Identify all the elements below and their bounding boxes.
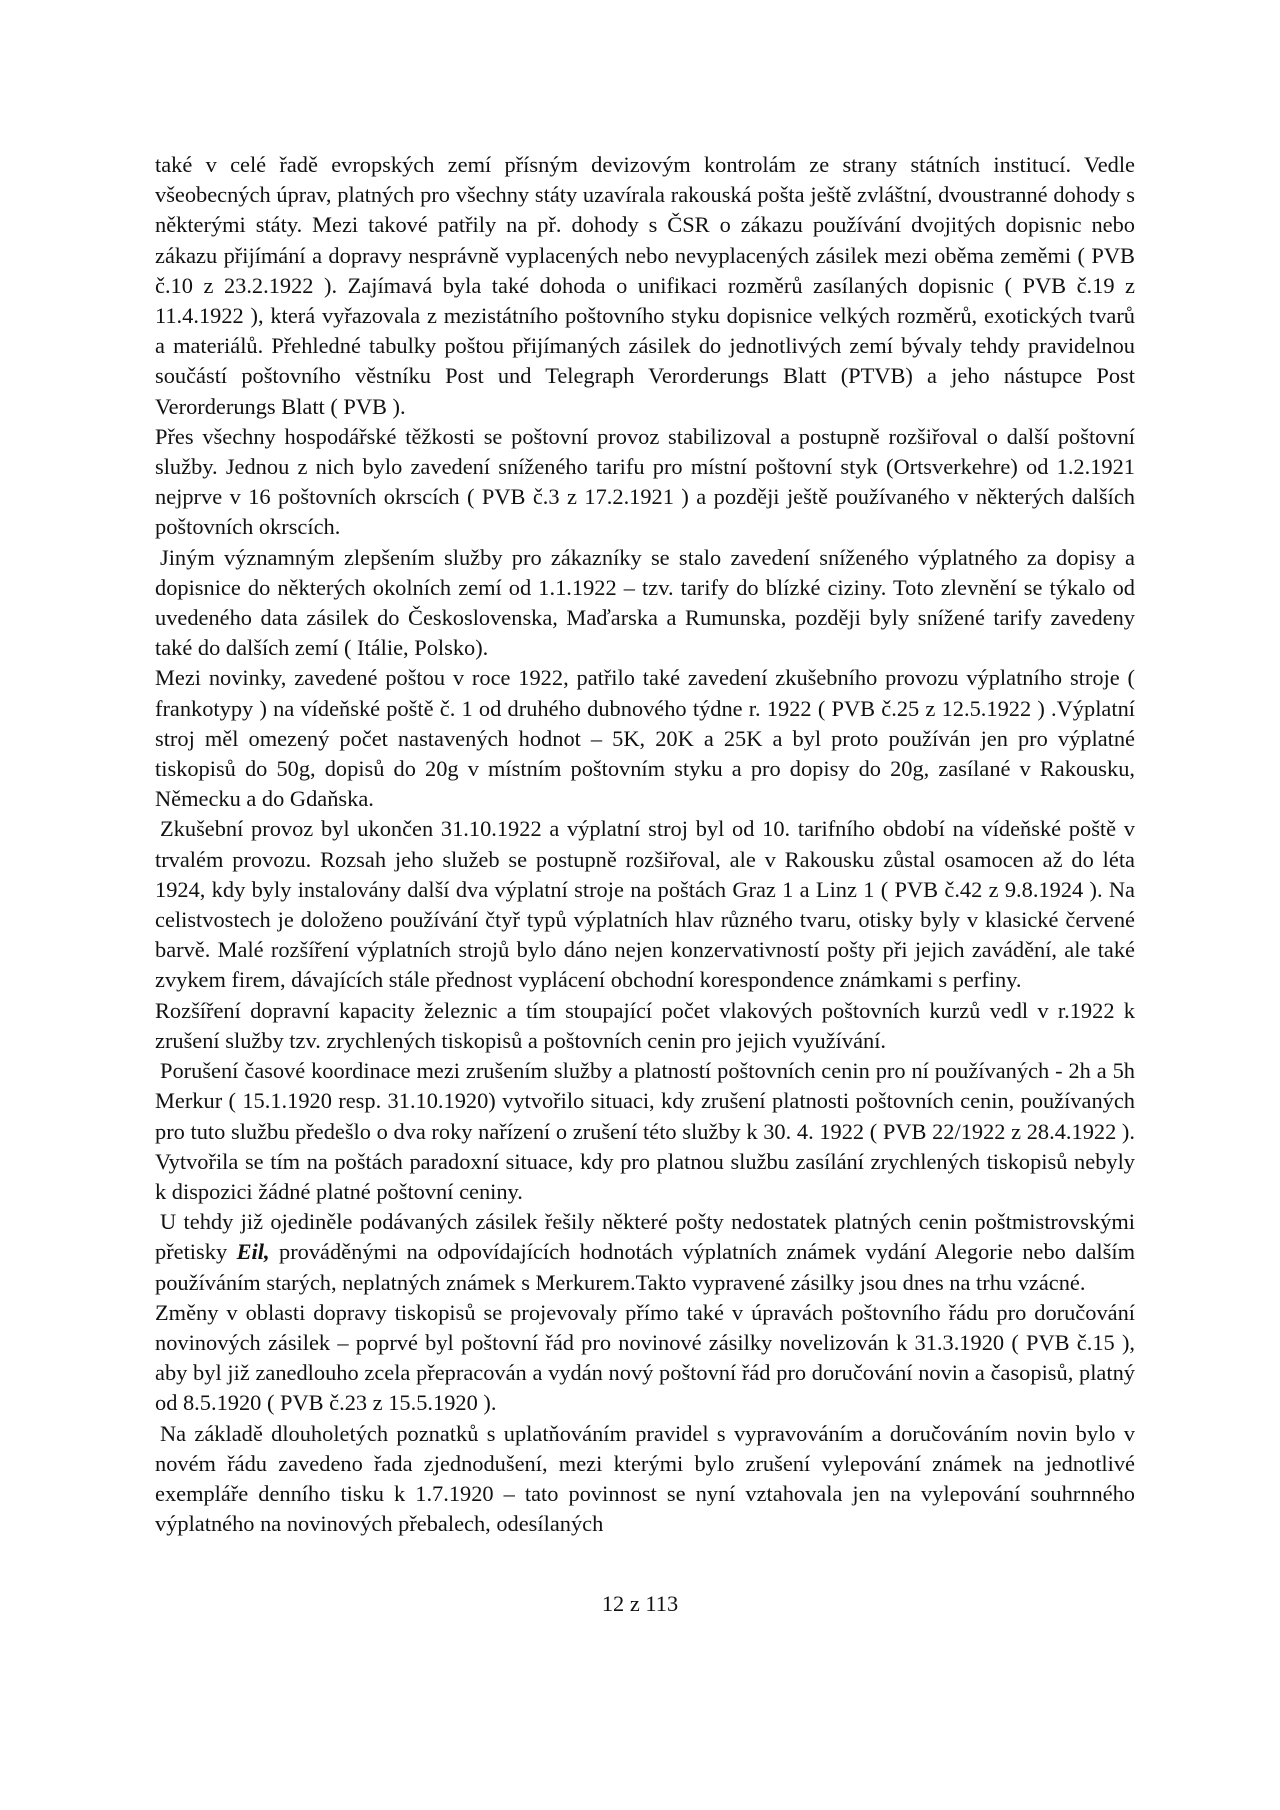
- eil-emphasis: Eil,: [236, 1239, 270, 1265]
- paragraph-10: Na základě dlouholetých poznatků s uplatňováním pravidel s vypravováním a doručováním novin bylo v novém řádu zavedeno řada zjednodušení, mezi kterými bylo zrušení vylepování známek na jednotlivé exempláře denního tisku k 1.7.1920 – tato povinnost se nyní vztahovala jen na vylepování souhrnného výplatného na novinových přebalech, odesílaných: [155, 1420, 1135, 1537]
- document-body: [155, 150, 1135, 1539]
- paragraph-2: Přes všechny hospodářské těžkosti se poštovní provoz stabilizoval a postupně rozšiřoval o další poštovní služby. Jednou z nich bylo zavedení sníženého tarifu pro místní poštovní styk (Ortsverkehre) od 1.2.1921 nejprve v 16 poštovních okrscích ( PVB č.3 z 17.2.1921 ) a později ještě používaného v některých dalších poštovních okrscích.: [155, 423, 1135, 540]
- paragraph-6: Rozšíření dopravní kapacity železnic a tím stoupající počet vlakových poštovních kurzů vedl v r.1922 k zrušení služby tzv. zrychlených tiskopisů a poštovních cenin pro jejich využívání.: [155, 997, 1135, 1053]
- paragraph-1: také v celé řadě evropských zemí přísným devizovým kontrolám ze strany státních institucí. Vedle všeobecných úprav, platných pro všechny státy uzavírala rakouská pošta ještě zvláštní, dvoustranné dohody s některými státy. Mezi takové patřily na př. dohody s ČSR o zákazu používání dvojitých dopisnic nebo zákazu přijímání a dopravy nesprávně vyplacených nebo nevyplacených zásilek mezi oběma zeměmi ( PVB č.10 z 23.2.1922 ). Zajímavá byla také dohoda o unifikaci rozměrů zasílaných dopisnic ( PVB č.19 z 11.4.1922 ), která vyřazovala z mezistátního poštovního styku dopisnice velkých rozměrů, exotických tvarů a materiálů. Přehledné tabulky poštou přijímaných zásilek do jednotlivých zemí bývaly tehdy pravidelnou součástí poštovního věstníku Post und Telegraph Verorderungs Blatt (PTVB) a jeho nástupce Post Verorderungs Blatt ( PVB ).: [155, 152, 1135, 419]
- paragraph-8-text-after: prováděnými na odpovídajících hodnotách výplatních známek vydání Alegorie nebo dalším používáním starých, neplatných známek s Merkurem.Takto vypravené zásilky jsou dnes na trhu vzácné.: [155, 1239, 1135, 1295]
- paragraph-5: Zkušební provoz byl ukončen 31.10.1922 a výplatní stroj byl od 10. tarifního období na vídeňské poště v trvalém provozu. Rozsah jeho služeb se postupně rozšiřoval, ale v Rakousku zůstal osamocen až do léta 1924, kdy byly instalovány další dva výplatní stroje na poštách Graz 1 a Linz 1 ( PVB č.42 z 9.8.1924 ). Na celistvostech je doloženo používání čtyř typů výplatních hlav různého tvaru, otisky byly v klasické červené barvě. Malé rozšíření výplatních strojů bylo dáno nejen konzervativností pošty při jejich zavádění, ale také zvykem firem, dávajících stále přednost vyplácení obchodní korespondence známkami s perfiny.: [155, 816, 1135, 993]
- paragraph-7: Porušení časové koordinace mezi zrušením služby a platností poštovních cenin pro ní používaných - 2h a 5h Merkur ( 15.1.1920 resp. 31.10.1920) vytvořilo situaci, kdy zrušení platnosti poštovních cenin, používaných pro tuto službu předešlo o dva roky nařízení o zrušení této služby k 30. 4. 1922 ( PVB 22/1922 z 28.4.1922 ). Vytvořila se tím na poštách paradoxní situace, kdy pro platnou službu zasílání zrychlených tiskopisů nebyly k dispozici žádné platné poštovní ceniny.: [155, 1058, 1135, 1204]
- page-number: 12 z 113: [601, 1591, 679, 1616]
- paragraph-4: Mezi novinky, zavedené poštou v roce 1922, patřilo také zavedení zkušebního provozu výplatního stroje ( frankotypy ) na vídeňské poště č. 1 od druhého dubnového týdne r. 1922 ( PVB č.25 z 12.5.1922 ) .Výplatní stroj měl omezený počet nastavených hodnot – 5K, 20K a 25K a byl proto používán jen pro výplatné tiskopisů do 50g, dopisů do 20g v místním poštovním styku a pro dopisy do 20g, zasílané v Rakousku, Německu a do Gdaňska.: [155, 665, 1135, 812]
- paragraph-9: Změny v oblasti dopravy tiskopisů se projevovaly přímo také v úpravách poštovního řádu pro doručování novinových zásilek – poprvé byl poštovní řád pro novinové zásilky novelizován k 31.3.1920 ( PVB č.15 ), aby byl již zanedlouho zcela přepracován a vydán nový poštovní řád pro doručování novin a časopisů, platný od 8.5.1920 ( PVB č.23 z 15.5.1920 ).: [155, 1299, 1135, 1416]
- paragraph-8-text-before: U tehdy již ojediněle podávaných zásilek řešily některé pošty nedostatek platných cenin poštmistrovskými přetisky: [155, 1209, 1135, 1265]
- paragraph-3: Jiným významným zlepšením služby pro zákazníky se stalo zavedení sníženého výplatného za dopisy a dopisnice do některých okolních zemí od 1.1.1922 – tzv. tarify do blízké ciziny. Toto zlevnění se týkalo od uvedeného data zásilek do Československa, Maďarska a Rumunska, později byly snížené tarify zavedeny také do dalších zemí ( Itálie, Polsko).: [155, 544, 1135, 661]
- paragraph-8: [155, 1207, 1135, 1298]
